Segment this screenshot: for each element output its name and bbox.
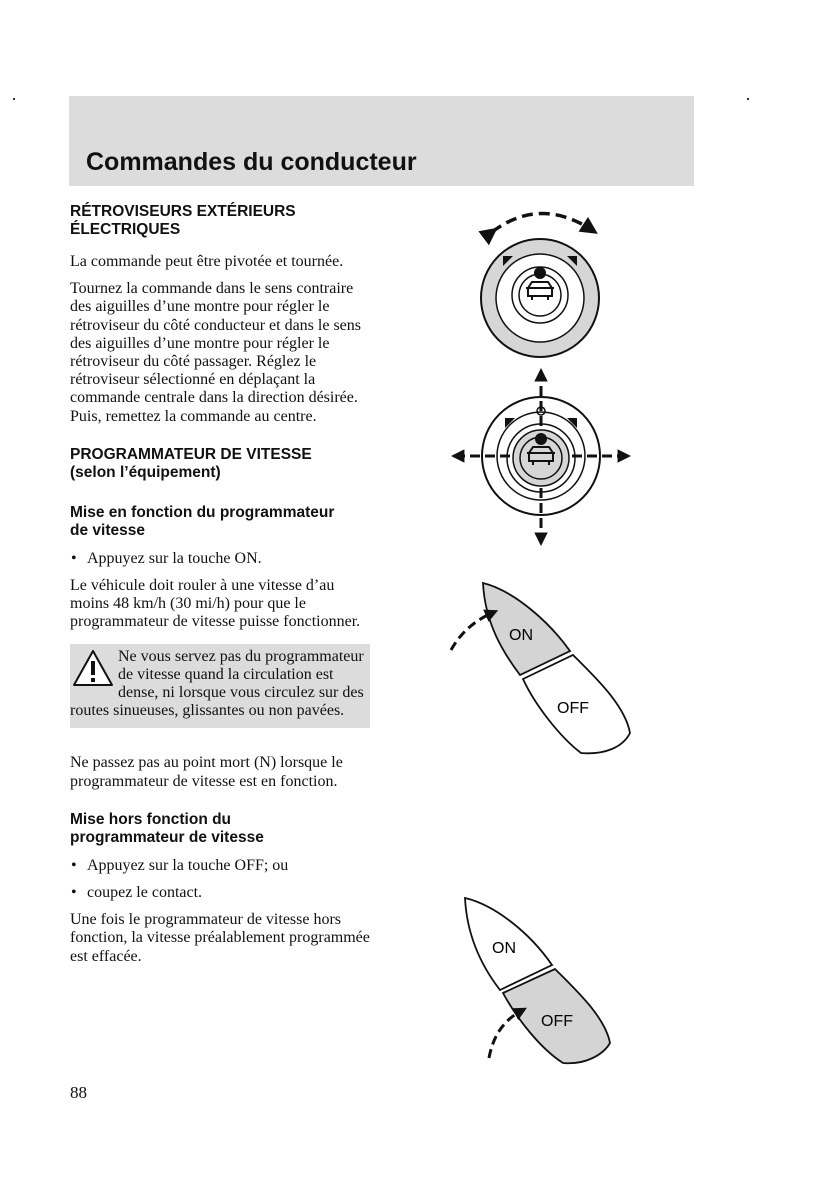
off-label: OFF bbox=[557, 700, 589, 717]
mirrors-para1: La commande peut être pivotée et tournée. bbox=[70, 253, 344, 270]
mirror-joystick-figure bbox=[450, 368, 632, 548]
cruise-off-bullet-1-text: Appuyez sur la touche OFF; ou bbox=[87, 856, 289, 874]
cruise-on-para: Le véhicule doit rouler à une vitesse d’au moins 48 km/h (30 mi/h) pour que le programmateur de vitesse puisse fonctionner. bbox=[70, 577, 361, 631]
warning-box bbox=[70, 644, 370, 729]
mirrors-heading bbox=[70, 203, 370, 239]
mirrors-para2: Tournez la commande dans le sens contraire des aiguilles d’une montre pour régler le rétroviseur du côté conducteur et dans le sens des aiguilles d’une montre pour régler le rétroviseur du côté passager. Réglez le rétroviseur sélectionné en déplaçant la commande centrale dans la direction désirée. Puis, remettez la commande au centre. bbox=[70, 280, 362, 425]
cruise-on-heading bbox=[70, 504, 370, 540]
on-label: ON bbox=[509, 627, 533, 644]
bullet-mark: • bbox=[71, 856, 77, 874]
text-column bbox=[70, 203, 370, 975]
mirrors-heading-line2: ÉLECTRIQUES bbox=[70, 221, 181, 238]
cruise-on-heading-line2: de vitesse bbox=[70, 521, 145, 539]
center-dot-icon bbox=[535, 433, 547, 445]
cruise-off-bullet-1 bbox=[70, 857, 370, 875]
cruise-on-bullet-text: Appuyez sur la touche ON. bbox=[87, 549, 262, 567]
cruise-off-heading-line2: programmateur de vitesse bbox=[70, 828, 264, 846]
cruise-heading bbox=[70, 446, 370, 482]
press-arrow-icon bbox=[451, 613, 492, 650]
off-label: OFF bbox=[541, 1013, 573, 1030]
cruise-off-heading-line1: Mise hors fonction du bbox=[70, 810, 232, 828]
corner-mark bbox=[13, 98, 15, 100]
mirror-rotate-figure bbox=[470, 200, 620, 360]
cruise-heading-line1: PROGRAMMATEUR DE VITESSE bbox=[70, 445, 312, 463]
rotate-arrow-icon bbox=[492, 213, 592, 232]
header-band bbox=[69, 96, 694, 186]
corner-mark bbox=[747, 98, 749, 100]
page-number: 88 bbox=[70, 1083, 87, 1102]
bullet-mark: • bbox=[71, 549, 77, 567]
cruise-off-bullet-2-text: coupez le contact. bbox=[87, 884, 203, 902]
cruise-on-heading-line1: Mise en fonction du programmateur bbox=[70, 503, 335, 521]
center-dot-icon bbox=[534, 267, 546, 279]
mirrors-heading-line1: RÉTROVISEURS EXTÉRIEURS bbox=[70, 203, 296, 220]
cruise-off-heading bbox=[70, 811, 370, 847]
bullet-mark: • bbox=[71, 884, 77, 902]
cruise-off-figure bbox=[455, 893, 630, 1073]
cruise-off-para: Une fois le programmateur de vitesse hors fonction, la vitesse préalablement programmée est effacée. bbox=[70, 911, 370, 965]
cruise-on-figure bbox=[445, 575, 640, 760]
neutral-para: Ne passez pas au point mort (N) lorsque le programmateur de vitesse est en fonction. bbox=[70, 754, 343, 790]
cruise-on-bullet bbox=[70, 550, 370, 568]
press-arrow-icon bbox=[489, 1011, 521, 1058]
warning-text: Ne vous servez pas du programmateur de vitesse quand la circulation est dense, ni lorsque vous circulez sur des routes sinueuses, glissantes ou non pavées. bbox=[70, 647, 364, 720]
warning-triangle-icon bbox=[70, 648, 116, 688]
on-label: ON bbox=[492, 940, 516, 957]
cruise-heading-line2: (selon l’équipement) bbox=[70, 463, 221, 481]
page-title: Commandes du conducteur bbox=[86, 148, 417, 176]
cruise-off-bullet-2 bbox=[70, 884, 370, 902]
